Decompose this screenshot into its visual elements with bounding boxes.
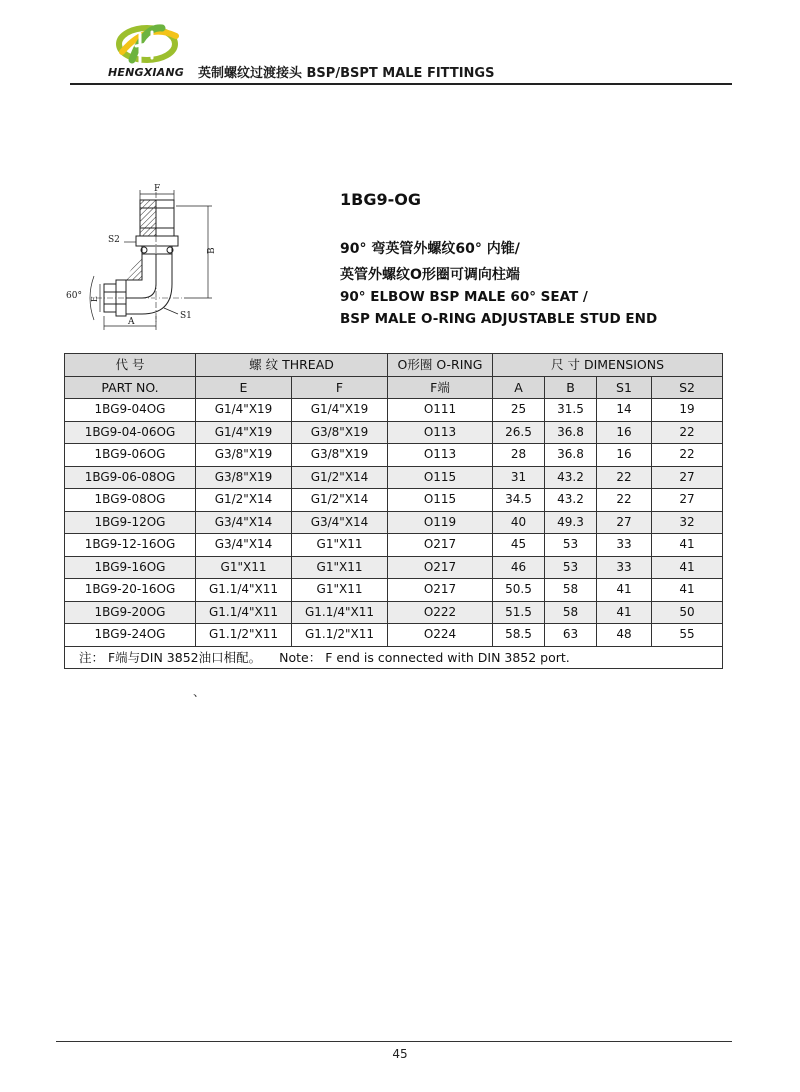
table-row [65,466,723,489]
cell-dim-b: 31.5 [545,399,597,422]
table-row [65,511,723,534]
cell-oring-f-end: O115 [388,489,493,512]
cell-oring-f-end: O217 [388,556,493,579]
diagram-label-s1: S1 [180,311,192,321]
cell-dim-s2: 19 [652,399,723,422]
cell-dim-s1: 14 [597,399,652,422]
cell-oring-f-end: O113 [388,421,493,444]
cell-oring-f-end: O224 [388,624,493,647]
cell-dim-b: 53 [545,534,597,557]
cell-dim-a: 28 [493,444,545,467]
cell-dim-s2: 41 [652,556,723,579]
header-col-a: A [493,376,545,399]
cell-dim-s2: 41 [652,534,723,557]
cell-part-no: 1BG9-20-16OG [65,579,196,602]
page-number: 45 [392,1047,408,1061]
cell-thread-e: G3/4"X14 [196,511,292,534]
cell-dim-a: 58.5 [493,624,545,647]
cell-thread-e: G1/4"X19 [196,399,292,422]
cell-thread-f: G3/8"X19 [292,444,388,467]
cell-dim-a: 31 [493,466,545,489]
cell-thread-f: G1/4"X19 [292,399,388,422]
diagram-label-a: A [128,317,135,327]
cell-dim-a: 46 [493,556,545,579]
cell-thread-f: G1"X11 [292,579,388,602]
cell-dim-s1: 16 [597,421,652,444]
header-col-b: B [545,376,597,399]
cell-dim-s1: 41 [597,601,652,624]
page-header-title: 英制螺纹过渡接头 BSP/BSPT MALE FITTINGS [198,66,495,81]
diagram-label-b: B [207,247,217,254]
cell-dim-a: 45 [493,534,545,557]
cell-oring-f-end: O222 [388,601,493,624]
table-row [65,421,723,444]
specification-table [64,353,723,669]
cell-part-no: 1BG9-24OG [65,624,196,647]
cell-thread-f: G1"X11 [292,534,388,557]
cell-dim-b: 58 [545,579,597,602]
header-part-cn: 代 号 [65,354,196,377]
cell-dim-s1: 33 [597,556,652,579]
header-part-en: PART NO. [65,376,196,399]
cell-oring-f-end: O217 [388,579,493,602]
cell-thread-e: G1/2"X14 [196,489,292,512]
cell-oring-f-end: O115 [388,466,493,489]
cell-dim-a: 25 [493,399,545,422]
description-cn-line-1: 90° 弯英管外螺纹60° 内锥/ [340,241,520,257]
cell-dim-s1: 41 [597,579,652,602]
fitting-cross-section-diagram [64,184,264,334]
cell-part-no: 1BG9-12-16OG [65,534,196,557]
table-row [65,579,723,602]
cell-thread-e: G1"X11 [196,556,292,579]
diagram-label-angle: 60° [66,291,82,301]
cell-part-no: 1BG9-16OG [65,556,196,579]
diagram-label-e: E [90,296,99,302]
cell-dim-b: 49.3 [545,511,597,534]
cell-dim-s2: 27 [652,466,723,489]
cell-dim-b: 36.8 [545,444,597,467]
cell-part-no: 1BG9-06-08OG [65,466,196,489]
table-row [65,444,723,467]
description-en-line-1: 90° ELBOW BSP MALE 60° SEAT / [340,289,588,305]
note-cn: 注： F端与DIN 3852油口相配。 [79,649,262,665]
cell-dim-s2: 32 [652,511,723,534]
cell-dim-b: 58 [545,601,597,624]
header-thread: 螺 纹 THREAD [196,354,388,377]
cell-thread-f: G1.1/4"X11 [292,601,388,624]
description-en-line-2: BSP MALE O-RING ADJUSTABLE STUD END [340,311,658,327]
cell-thread-e: G1.1/4"X11 [196,579,292,602]
cell-dim-s2: 22 [652,444,723,467]
cell-oring-f-end: O111 [388,399,493,422]
table-row [65,534,723,557]
cell-thread-e: G3/8"X19 [196,466,292,489]
cell-part-no: 1BG9-12OG [65,511,196,534]
cell-dim-b: 43.2 [545,466,597,489]
cell-thread-f: G1/2"X14 [292,466,388,489]
cell-dim-s1: 22 [597,489,652,512]
header-oring: O形圈 O-RING [388,354,493,377]
cell-dim-b: 36.8 [545,421,597,444]
table-header-row-2 [65,376,723,399]
description-cn-line-2: 英管外螺纹O形圈可调向柱端 [340,267,520,283]
note-en: Note： F end is connected with DIN 3852 port. [279,649,570,665]
cell-oring-f-end: O217 [388,534,493,557]
cell-oring-f-end: O119 [388,511,493,534]
cell-dim-s1: 33 [597,534,652,557]
table-row [65,556,723,579]
cell-oring-f-end: O113 [388,444,493,467]
header-dimensions: 尺 寸 DIMENSIONS [493,354,723,377]
cell-thread-e: G1.1/4"X11 [196,601,292,624]
cell-part-no: 1BG9-06OG [65,444,196,467]
cell-dim-s1: 22 [597,466,652,489]
table-note-row [65,646,723,669]
cell-dim-s2: 22 [652,421,723,444]
table-body [65,399,723,647]
header-col-f: F [292,376,388,399]
cell-dim-s1: 27 [597,511,652,534]
cell-dim-s2: 27 [652,489,723,512]
table-header [65,354,723,399]
table-footer [65,646,723,669]
brand-name: HENGXIANG [107,66,185,79]
cell-thread-f: G3/4"X14 [292,511,388,534]
header-col-f-end: F端 [388,376,493,399]
cell-thread-e: G3/4"X14 [196,534,292,557]
stray-punctuation-mark: 、 [193,685,206,699]
cell-thread-f: G3/8"X19 [292,421,388,444]
table-row [65,399,723,422]
cell-dim-s1: 16 [597,444,652,467]
cell-dim-a: 50.5 [493,579,545,602]
header-col-s1: S1 [597,376,652,399]
cell-thread-e: G3/8"X19 [196,444,292,467]
diagram-label-s2: S2 [108,235,120,245]
cell-dim-a: 34.5 [493,489,545,512]
cell-part-no: 1BG9-08OG [65,489,196,512]
cell-dim-a: 26.5 [493,421,545,444]
cell-thread-e: G1/4"X19 [196,421,292,444]
cell-thread-f: G1.1/2"X11 [292,624,388,647]
cell-dim-a: 51.5 [493,601,545,624]
cell-part-no: 1BG9-04-06OG [65,421,196,444]
cell-part-no: 1BG9-04OG [65,399,196,422]
footer-divider [56,1041,732,1042]
table-row [65,601,723,624]
cell-dim-b: 53 [545,556,597,579]
diagram-label-f: F [154,184,161,194]
cell-dim-s2: 50 [652,601,723,624]
cell-thread-e: G1.1/2"X11 [196,624,292,647]
header-col-s2: S2 [652,376,723,399]
table-row [65,624,723,647]
product-code: 1BG9-OG [340,190,421,209]
table-note-cell [65,646,723,669]
cell-dim-s2: 41 [652,579,723,602]
cell-dim-a: 40 [493,511,545,534]
cell-dim-s1: 48 [597,624,652,647]
cell-dim-b: 63 [545,624,597,647]
cell-thread-f: G1/2"X14 [292,489,388,512]
diagram-outline [96,192,184,324]
table-row [65,489,723,512]
table-header-row-1 [65,354,723,377]
header-col-e: E [196,376,292,399]
header-divider [70,83,732,85]
cell-thread-f: G1"X11 [292,556,388,579]
cell-dim-s2: 55 [652,624,723,647]
cell-dim-b: 43.2 [545,489,597,512]
cell-part-no: 1BG9-20OG [65,601,196,624]
